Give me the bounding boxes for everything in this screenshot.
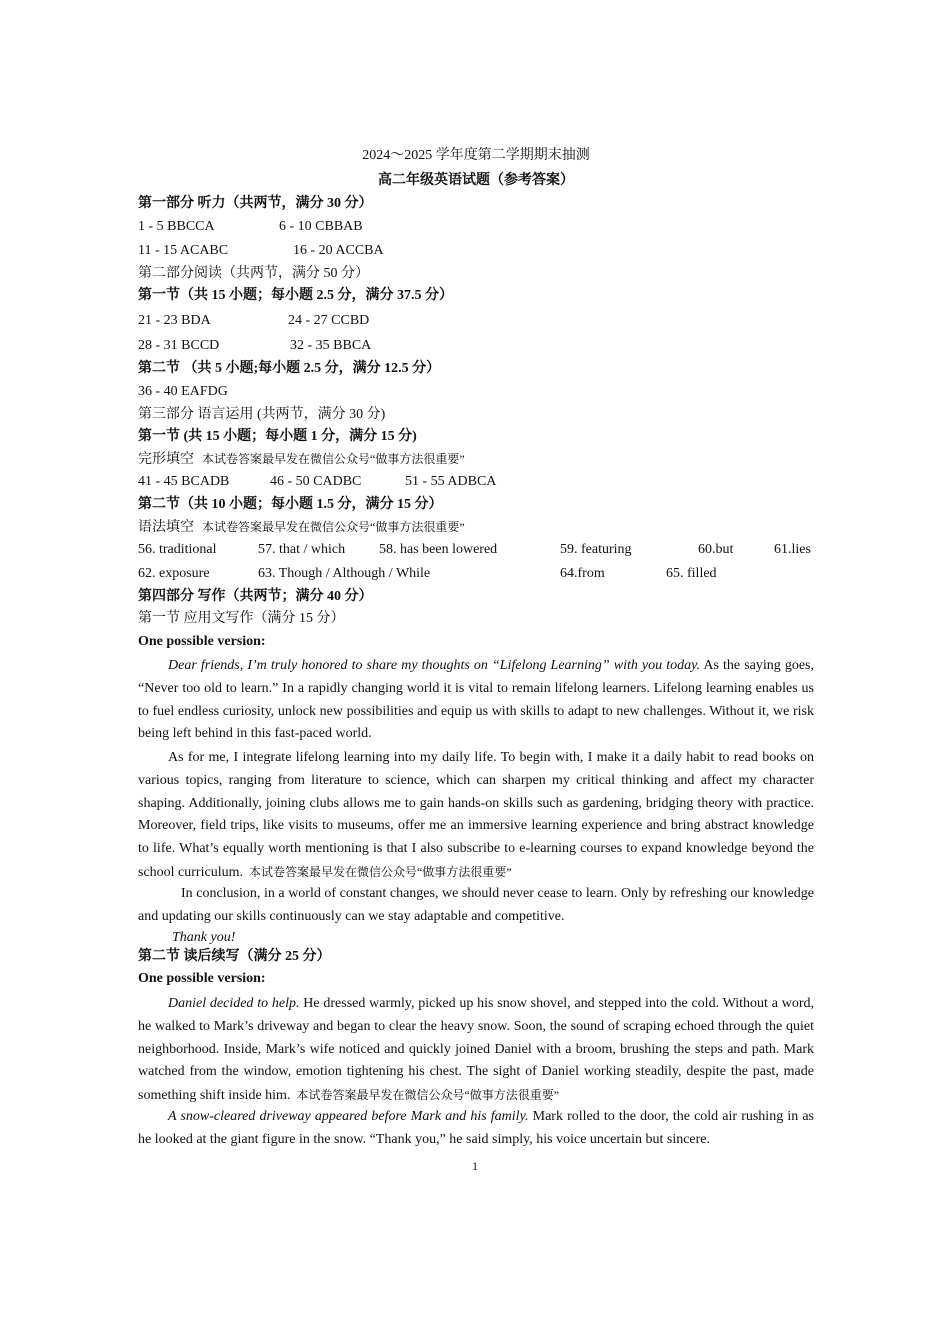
document-subtitle: 高二年级英语试题（参考答案） — [378, 173, 574, 188]
part4-heading: 第四部分 写作（共两节；满分 40 分） — [138, 589, 373, 604]
answer-group: 28 - 31 BCCD — [138, 338, 220, 353]
answer-group: 46 - 50 CADBC — [270, 474, 362, 489]
essay2-opening: Daniel decided to help. — [168, 996, 300, 1011]
grammar-note: 本试卷答案最早发在微信公众号“做事方法很重要” — [202, 520, 465, 534]
essay1-p2-note: 本试卷答案最早发在微信公众号“做事方法很重要” — [248, 864, 512, 879]
essay1-p1-body: As the saying goes, “Never too old to learn.” In a rapidly changing world it is vital to remain lifelong learners. Lifelong learning enables us to fuel endless curiosity, unlock new possibilities and equip us with skills to adapt to new challenges. Without it, we risk being left behind in this fast-paced world. — [138, 658, 814, 742]
essay1-p2-body: As for me, I integrate lifelong learning into my daily life. To begin with, I make it a daily habit to read books on various topics, ranging from literature to science, which can sharpen my critical thinking and affect my character shaping. Additionally, joining clubs allows me to gain hands-on skills such as gardening, bridging theory with practice. Moreover, field trips, like visits to museums, offer me an immersive learning experience and bring abstract knowledge to life. What’s equally worth mentioning is that I also subscribe to e-learning courses to expand knowledge beyond the school curriculum. — [138, 750, 814, 880]
part2-sec1-heading: 第一节（共 15 小题；每小题 2.5 分，满分 37.5 分） — [138, 288, 453, 303]
part4-sec2-heading: 第二节 读后续写（满分 25 分） — [138, 949, 331, 964]
essay2-p1-note: 本试卷答案最早发在微信公众号“做事方法很重要” — [296, 1088, 560, 1103]
essay1-paragraph2 — [138, 747, 814, 885]
answer-group: 11 - 15 ACABC — [138, 243, 229, 258]
essay2-paragraph1 — [138, 993, 814, 1108]
cloze-label: 完形填空 — [138, 452, 194, 467]
essay2-p2-opening: A snow-cleared driveway appeared before Mark and his family. — [168, 1109, 529, 1124]
document-title: 2024～2025 学年度第二学期期末抽测 — [362, 148, 590, 163]
answer-group: 21 - 23 BDA — [138, 313, 211, 328]
answer-group: 51 - 55 ADBCA — [405, 474, 497, 489]
cloze-note: 本试卷答案最早发在微信公众号“做事方法很重要” — [202, 452, 465, 466]
grammar-answer: 56. traditional — [138, 542, 217, 557]
part3-sec2-heading: 第二节（共 10 小题；每小题 1.5 分，满分 15 分） — [138, 497, 443, 512]
grammar-answer: 64.from — [560, 566, 605, 581]
part2-sec2-answers: 36 - 40 EAFDG — [138, 384, 228, 399]
part3-heading: 第三部分 语言运用 (共两节，满分 30 分) — [138, 407, 386, 422]
part2-heading: 第二部分阅读（共两节，满分 50 分） — [138, 266, 369, 281]
grammar-answer: 61.lies — [774, 542, 811, 557]
grammar-label: 语法填空 — [138, 520, 194, 535]
essay1-closing: Thank you! — [172, 930, 236, 945]
grammar-answer: 62. exposure — [138, 566, 210, 581]
answer-group: 32 - 35 BBCA — [290, 338, 372, 353]
answer-group: 16 - 20 ACCBA — [293, 243, 384, 258]
grammar-answer: 63. Though / Although / While — [258, 566, 431, 581]
grammar-answer: 58. has been lowered — [379, 542, 498, 557]
part3-sec1-heading: 第一节 (共 15 小题；每小题 1 分，满分 15 分) — [138, 429, 417, 444]
answer-group: 1 - 5 BBCCA — [138, 219, 215, 234]
version-label-2: One possible version: — [138, 971, 266, 986]
essay2-paragraph2 — [138, 1106, 814, 1152]
answer-group: 24 - 27 CCBD — [288, 313, 370, 328]
grammar-label-line — [138, 517, 465, 538]
grammar-answer: 57. that / which — [258, 542, 346, 557]
answer-group: 6 - 10 CBBAB — [279, 219, 363, 234]
page-number: 1 — [472, 1159, 478, 1173]
essay1-paragraph3: In conclusion, in a world of constant changes, we should never cease to learn. Only by refreshing our knowledge and updating our skills continuously can we stay adaptable and competitive. — [138, 886, 814, 924]
grammar-answer: 59. featuring — [560, 542, 632, 557]
cloze-label-line — [138, 449, 465, 470]
grammar-answer: 60.but — [698, 542, 734, 557]
version-label: One possible version: — [138, 634, 266, 649]
essay1-opening: Dear friends, I’m truly honored to share my thoughts on “Lifelong Learning” with you today. — [168, 658, 701, 673]
grammar-answer: 65. filled — [666, 566, 717, 581]
part2-sec2-heading: 第二节 （共 5 小题;每小题 2.5 分，满分 12.5 分） — [138, 361, 441, 376]
essay2-p2-body: Mark rolled to the door, the cold air rushing in as he looked at the giant figure in the snow. “Thank you,” he said simply, his voice uncertain but sincere. — [138, 1109, 814, 1147]
essay1-paragraph1 — [138, 655, 814, 746]
essay2-p1-body: He dressed warmly, picked up his snow shovel, and stepped into the cold. Without a word, he walked to Mark’s driveway and began to clear the heavy snow. Soon, the sound of scraping echoed through the quiet neighborhood. Inside, Mark’s wife noticed and quickly joined Daniel with a broom, brushing the steps and path. Mark watched from the window, emotion tightening his chest. The sight of Daniel working steadily, despite the past, made something shift inside him. — [138, 996, 814, 1104]
answer-group: 41 - 45 BCADB — [138, 474, 230, 489]
part1-heading: 第一部分 听力（共两节，满分 30 分） — [138, 196, 373, 211]
part4-sec1-heading: 第一节 应用文写作（满分 15 分） — [138, 611, 345, 626]
